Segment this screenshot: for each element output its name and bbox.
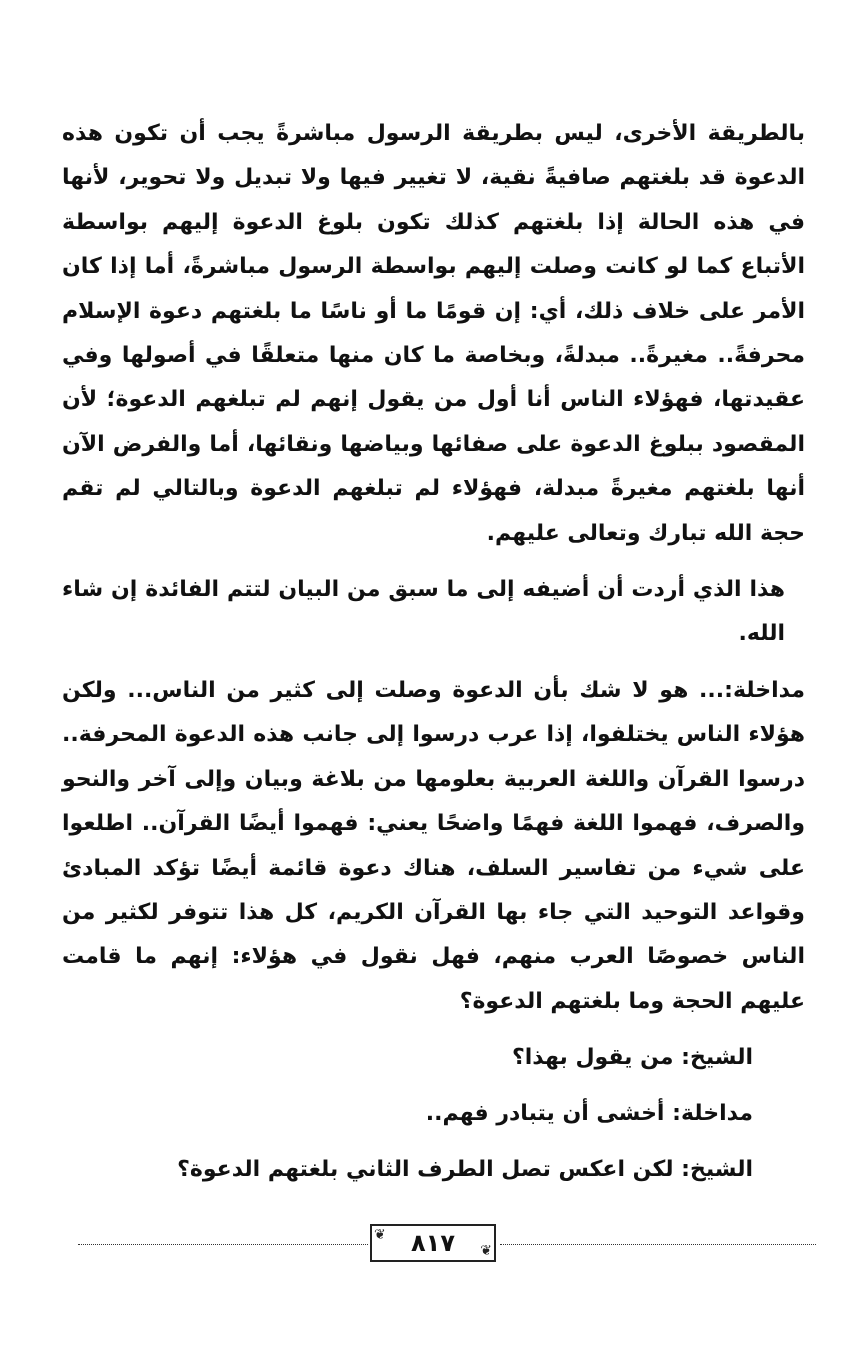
paragraph-sheikh-question xyxy=(62,1148,805,1192)
speaker-label: الشيخ: xyxy=(681,1045,753,1071)
page-body xyxy=(62,112,805,1192)
paragraph-interjection-short xyxy=(62,1092,805,1136)
footer-dotted-rule-left xyxy=(78,1244,368,1245)
speech-text: أخشى أن يتبادر فهم.. xyxy=(425,1101,673,1127)
speech-text: ... هو لا شك بأن الدعوة وصلت إلى كثير من الناس... ولكن هؤلاء الناس يختلفوا، إذا عرب درسوا إلى جانب هذه الدعوة المحرفة.. درسوا القرآن واللغة العربية بعلومها من بلاغة وبيان وإلى آخر والنحو والصرف، فهموا اللغة فهمًا واضحًا يعني: فهموا أيضًا القرآن.. اطلعوا على شيء من تفاسير السلف، هناك دعوة قائمة أيضًا تؤكد المبادئ وقواعد التوحيد التي جاء بها القرآن الكريم، كل هذا تتوفر لكثير من الناس خصوصًا العرب منهم، فهل نقول في هؤلاء: إنهم ما قامت عليهم الحجة وما بلغتهم الدعوة؟ xyxy=(62,677,805,1014)
speaker-label: مداخلة: xyxy=(724,677,805,703)
page-number-frame xyxy=(370,1224,496,1262)
paragraph-main: بالطريقة الأخرى، ليس بطريقة الرسول مباشرةً يجب أن تكون هذه الدعوة قد بلغتهم صافيةً نقية، لا تغيير فيها ولا تبديل ولا تحوير، لأنها في هذه الحالة إذا بلغتهم كذلك تكون بلوغ الدعوة إليهم بواسطة الأتباع كما لو كانت وصلت إليهم بواسطة الرسول مباشرةً، أما إذا كان الأمر على خلاف ذلك، أي: إن قومًا ما أو ناسًا ما بلغتهم دعوة الإسلام محرفةً.. مغيرةً.. مبدلةً، وبخاصة ما كان منها متعلقًا في أصولها وفي عقيدتها، فهؤلاء الناس أنا أول من يقول إنهم لم تبلغهم الدعوة؛ لأن المقصود ببلوغ الدعوة على صفائها وبياضها ونقائها، أما والفرض الآن أنها بلغتهم مغيرةً مبدلة، فهؤلاء لم تبلغهم الدعوة وبالتالي لم تقم حجة الله تبارك وتعالى عليهم. xyxy=(62,121,805,546)
arabesque-corner-ornament-icon: ❦ xyxy=(480,1243,492,1259)
page-footer xyxy=(0,1224,867,1264)
footer-dotted-rule-right xyxy=(500,1244,816,1245)
arabesque-corner-ornament-icon: ❦ xyxy=(374,1227,386,1243)
speech-text: لكن اعكس تصل الطرف الثاني بلغتهم الدعوة؟ xyxy=(177,1157,682,1183)
page-number: ٨١٧ xyxy=(411,1229,455,1257)
paragraph-sheikh-reply xyxy=(62,1036,805,1080)
speaker-label: الشيخ: xyxy=(681,1157,753,1183)
paragraph-interjection xyxy=(62,669,805,1024)
speaker-label: مداخلة: xyxy=(672,1101,753,1127)
speech-text: من يقول بهذا؟ xyxy=(512,1045,682,1071)
paragraph-closing: هذا الذي أردت أن أضيفه إلى ما سبق من البيان لتتم الفائدة إن شاء الله. xyxy=(62,577,785,647)
